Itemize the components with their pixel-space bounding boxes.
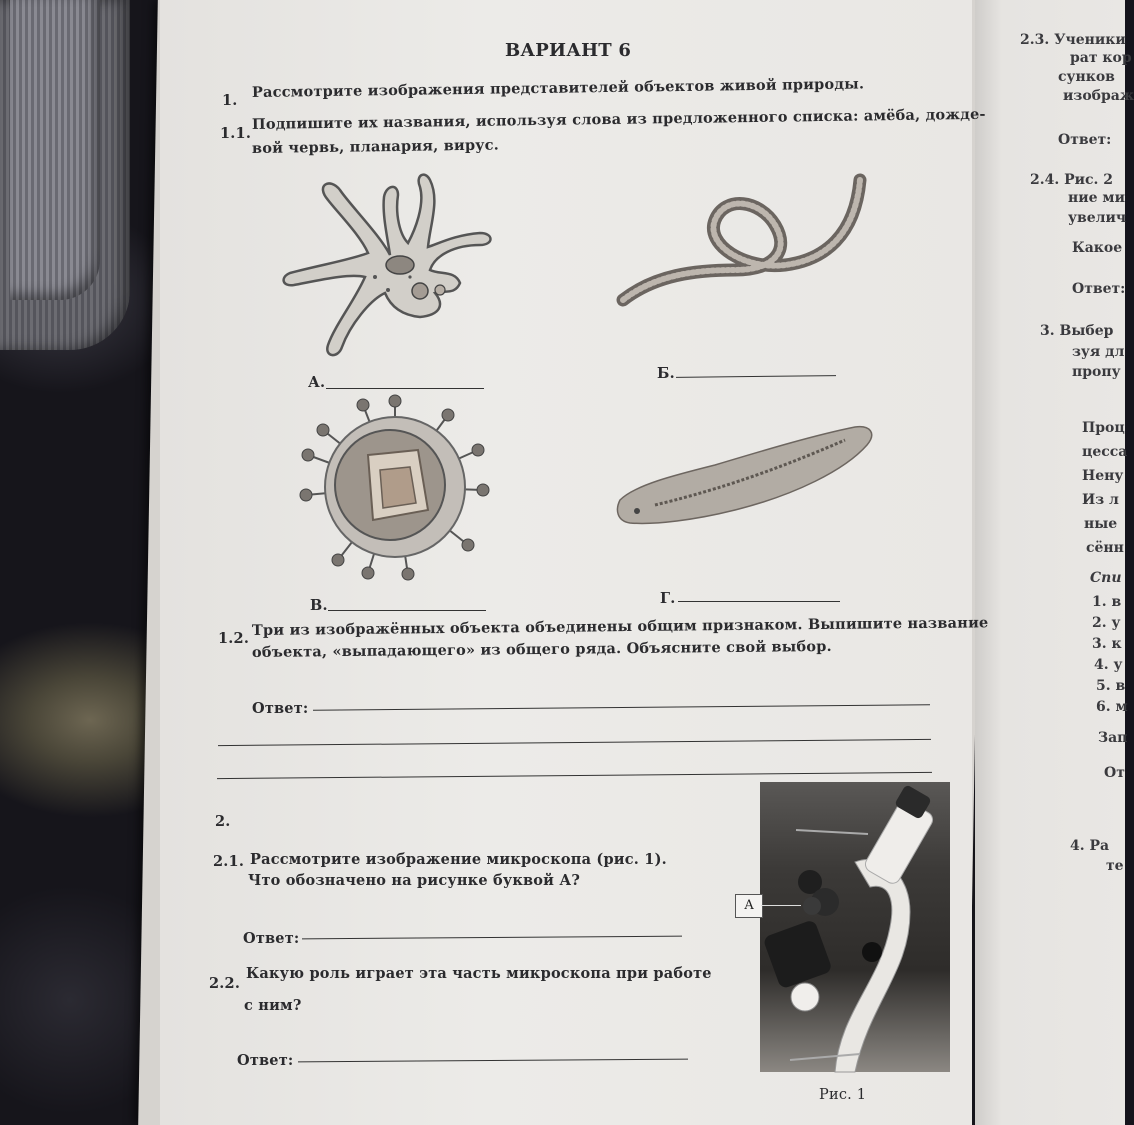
right-page [975,0,1128,1125]
label-v: В. [310,597,328,614]
label-g: Г. [660,590,676,607]
right-line-17: Из л [1082,492,1119,508]
q1-2-number: 1.2. [218,630,250,647]
q1-1-line2: вой червь, планария, вирус. [251,136,500,157]
right-line-7: ние ми [1068,190,1125,206]
right-line-6: 2.4. Рис. 2 [1030,172,1114,188]
microscope-photo [760,782,950,1072]
right-line-23: 3. к [1092,636,1122,652]
q1-1-line1: Подпишите их названия, используя слова из предложенного списка: амёба, дожде- [251,105,986,133]
right-line-19: сённ [1086,540,1124,556]
right-line-18: ные [1084,516,1118,532]
earthworm-image [615,175,875,310]
figure-caption: Рис. 1 [819,1087,867,1103]
right-line-10: Ответ: [1072,281,1126,297]
right-line-26: 6. м [1096,699,1128,715]
amoeba-image [280,165,500,360]
right-line-29: 4. Ра [1070,838,1110,854]
q2-2-line2: с ним? [244,997,302,1014]
right-line-24: 4. у [1094,657,1123,673]
right-line-12: зуя дл [1072,344,1125,360]
right-line-21: 1. в [1092,594,1122,610]
planaria-image [615,415,880,535]
q2-1-number: 2.1. [213,853,245,870]
right-line-3: сунков [1058,69,1115,85]
answer-line-g[interactable] [678,601,840,602]
right-line-16: Нену [1082,468,1124,484]
q1-2-line1: Три из изображённых объекта объединены общим признаком. Выпишите название [251,614,989,639]
label-a: А. [308,374,326,391]
right-line-4: изображ [1063,88,1134,104]
answer-line-v[interactable] [328,610,486,611]
right-line-22: 2. у [1092,615,1121,631]
virus-image [298,395,493,580]
right-line-1: 2.3. Ученики [1020,32,1126,48]
q2-1-answer-label: Ответ: [243,930,300,947]
figure-marker-pointer [761,905,801,906]
q2-2-number: 2.2. [209,975,241,992]
right-line-8: увелич [1068,210,1127,226]
figure-marker-a: А [735,894,763,918]
right-line-9: Какое [1072,240,1123,256]
right-line-11: 3. Выбер [1040,323,1114,339]
right-line-5: Ответ: [1058,132,1112,148]
q2-2-line1: Какую роль играет эта часть микроскопа при работе [246,965,712,982]
right-line-25: 5. в [1096,678,1126,694]
q2-1-line2: Что обозначено на рисунке буквой А? [248,872,581,889]
label-b: Б. [657,365,675,382]
q1-text: Рассмотрите изображения представителей объектов живой природы. [251,75,865,101]
bag-strap [0,0,130,350]
right-line-27: Зап [1098,730,1128,746]
q1-2-line2: объекта, «выпадающего» из общего ряда. Объясните свой выбор. [251,637,832,661]
right-line-2: рат кор [1070,50,1132,66]
right-line-20: Спи [1090,570,1122,586]
right-line-28: От [1104,765,1125,781]
q1-1-number: 1.1. [220,125,252,142]
q1-2-answer-label: Ответ: [252,700,309,717]
right-line-30: те [1106,858,1124,874]
right-line-13: пропу [1072,364,1121,380]
q2-1-line1: Рассмотрите изображение микроскопа (рис. 1). [250,851,667,868]
right-line-14: Проц [1082,420,1125,436]
answer-line-a[interactable] [326,388,484,389]
right-line-15: цесса [1082,444,1128,460]
q2-2-answer-label: Ответ: [237,1052,294,1069]
variant-title: ВАРИАНТ 6 [505,40,632,61]
q2-number: 2. [215,813,231,830]
q1-number: 1. [222,92,238,109]
